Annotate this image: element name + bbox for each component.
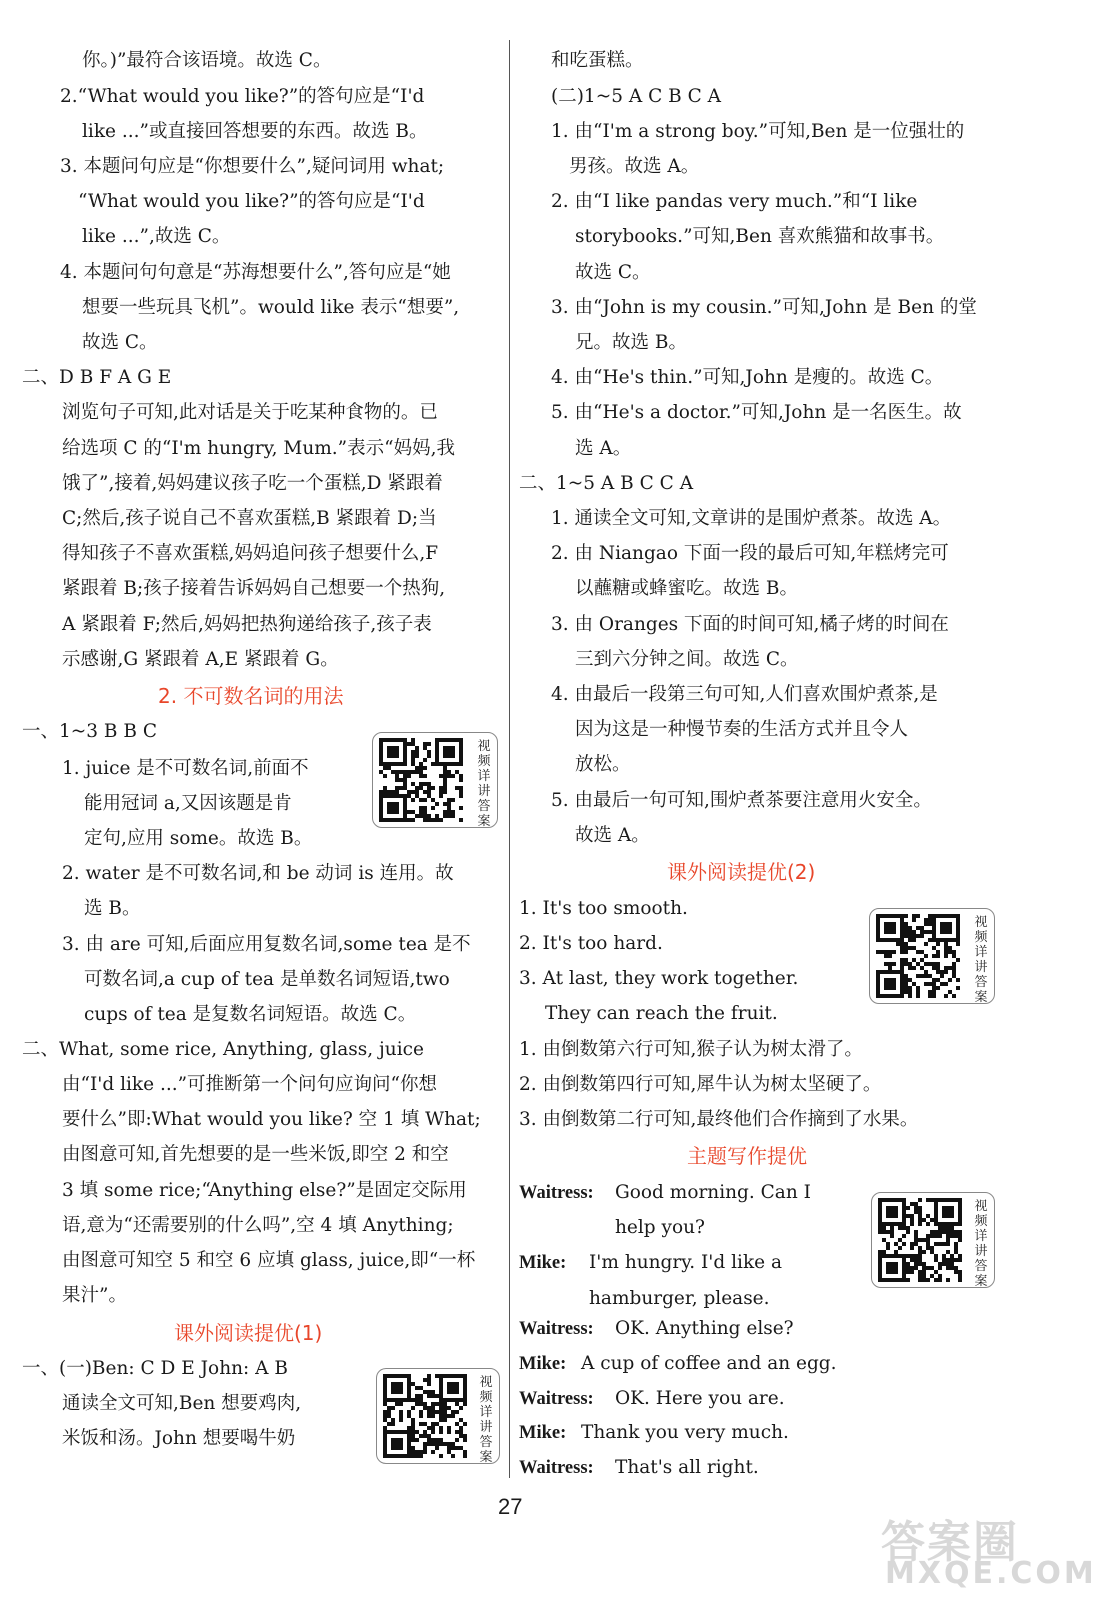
qr-label: 视频详讲答案 [974, 915, 988, 1005]
text-line: 以蘸糖或蜂蜜吃。故选 B。 [575, 578, 798, 599]
text-line: 米饭和汤。John 想要喝牛奶 [62, 1428, 296, 1449]
text-line: 2. 由倒数第四行可知,犀牛认为树太坚硬了。 [519, 1074, 882, 1095]
section-heading: 课外阅读提优(2) [667, 860, 816, 884]
text-line: 二、What, some rice, Anything, glass, juice [22, 1039, 424, 1060]
text-line: “What would you like?”的答句应是“I'd [78, 191, 425, 212]
text-line: 2. It's too hard. [519, 933, 663, 954]
qr-label: 视频详讲答案 [477, 739, 491, 829]
qr-code[interactable] [372, 732, 498, 828]
watermark-logo [871, 1506, 1097, 1592]
speaker-mike: Mike: [519, 1354, 567, 1374]
dialogue-line: Good morning. Can I [615, 1182, 811, 1203]
text-line: 一、(一)Ben: C D E John: A B [22, 1358, 288, 1379]
text-line: 可数名词,a cup of tea 是单数名词短语,two [84, 969, 450, 990]
text-line: C;然后,孩子说自己不喜欢蛋糕,B 紧跟着 D;当 [62, 508, 437, 529]
text-line: 5. 由“He's a doctor.”可知,John 是一名医生。故 [551, 402, 962, 423]
text-line: 1. It's too smooth. [519, 898, 688, 919]
text-line: 得知孩子不喜欢蛋糕,妈妈追问孩子想要什么,F [62, 543, 439, 564]
dialogue-line: Thank you very much. [581, 1422, 789, 1443]
dialogue-line: help you? [615, 1217, 705, 1238]
dialogue-line: That's all right. [615, 1457, 759, 1478]
text-line: 和吃蛋糕。 [551, 50, 644, 71]
section-heading: 主题写作提优 [687, 1144, 807, 1168]
qr-code-icon [876, 914, 970, 998]
text-line: 2. 由“I like pandas very much.”和“I like [551, 191, 918, 212]
text-line: A 紧跟着 F;然后,妈妈把热狗递给孩子,孩子表 [62, 614, 432, 635]
text-line: 由图意可知,首先想要的是一些米饭,即空 2 和空 [62, 1144, 449, 1165]
section-heading: 2. 不可数名词的用法 [158, 684, 344, 708]
text-line: 定句,应用 some。故选 B。 [84, 828, 313, 849]
text-line: 由图意可知空 5 和空 6 应填 glass, juice,即“一杯 [62, 1250, 476, 1271]
text-line: 果汁”。 [62, 1285, 127, 1306]
text-line: 3. 由“John is my cousin.”可知,John 是 Ben 的堂 [551, 297, 977, 318]
text-line: storybooks.”可知,Ben 喜欢熊猫和故事书。 [575, 226, 945, 247]
dialogue-line: OK. Anything else? [615, 1318, 794, 1339]
text-line: 3. At last, they work together. [519, 968, 799, 989]
text-line: 饿了”,接着,妈妈建议孩子吃一个蛋糕,D 紧跟着 [62, 473, 443, 494]
text-line: 放松。 [575, 754, 631, 775]
qr-code-icon [379, 738, 473, 822]
text-line: cups of tea 是复数名词短语。故选 C。 [84, 1004, 417, 1025]
speaker-mike: Mike: [519, 1423, 567, 1443]
text-line: 浏览句子可知,此对话是关于吃某种食物的。已 [62, 402, 438, 423]
text-line: 因为这是一种慢节奏的生活方式并且令人 [575, 719, 909, 740]
text-line: 3. 由 Oranges 下面的时间可知,橘子烤的时间在 [551, 614, 949, 635]
text-line: 紧跟着 B;孩子接着告诉妈妈自己想要一个热狗, [62, 578, 446, 599]
text-line: 想要一些玩具飞机”。would like 表示“想要”, [82, 297, 460, 318]
text-line: 2. water 是不可数名词,和 be 动词 is 连用。故 [62, 863, 454, 884]
text-line: 男孩。故选 A。 [569, 156, 700, 177]
text-line: 二、D B F A G E [22, 367, 172, 388]
text-line: (二)1~5 A C B C A [551, 86, 722, 107]
text-line: 要什么”即:What would you like? 空 1 填 What; [62, 1109, 481, 1130]
text-line: 2. 由 Niangao 下面一段的最后可知,年糕烤完可 [551, 543, 949, 564]
text-line: 3. 由 are 可知,后面应用复数名词,some tea 是不 [62, 934, 471, 955]
text-line: 5. 由最后一句可知,围炉煮茶要注意用火安全。 [551, 790, 932, 811]
text-line: 故选 A。 [575, 825, 650, 846]
speaker-waitress: Waitress: [519, 1183, 594, 1203]
text-line: 故选 C。 [575, 262, 651, 283]
dialogue-line: I'm hungry. I'd like a [589, 1252, 783, 1273]
page-number: 27 [498, 1494, 523, 1519]
speaker-waitress: Waitress: [519, 1458, 594, 1478]
qr-code[interactable] [376, 1368, 500, 1464]
section-heading: 课外阅读提优(1) [174, 1321, 323, 1345]
text-line: 2.“What would you like?”的答句应是“I'd [60, 86, 425, 107]
watermark-bottom: MXQE.COM [885, 1556, 1097, 1591]
qr-label: 视频详讲答案 [479, 1375, 493, 1465]
text-line: 语,意为“还需要别的什么吗”,空 4 填 Anything; [62, 1215, 454, 1236]
speaker-waitress: Waitress: [519, 1319, 594, 1339]
watermark-top: 答案圈 [881, 1517, 1019, 1568]
text-line: 1. juice 是不可数名词,前面不 [62, 758, 309, 779]
text-line: 4. 由最后一段第三句可知,人们喜欢围炉煮茶,是 [551, 684, 938, 705]
text-line: 3. 本题问句应是“你想要什么”,疑问词用 what; [60, 156, 445, 177]
text-line: 选 B。 [84, 898, 141, 919]
qr-code[interactable] [869, 908, 995, 1004]
dialogue-line: OK. Here you are. [615, 1388, 785, 1409]
speaker-mike: Mike: [519, 1253, 567, 1273]
speaker-waitress: Waitress: [519, 1389, 594, 1409]
text-line: 由“I'd like ...”可推断第一个问句应询问“你想 [62, 1074, 438, 1095]
qr-label: 视频详讲答案 [974, 1199, 988, 1289]
text-line: 兄。故选 B。 [575, 332, 687, 353]
text-line: like ...”,故选 C。 [82, 226, 231, 247]
text-line: 选 A。 [575, 438, 632, 459]
dialogue-line: hamburger, please. [589, 1288, 770, 1309]
text-line: They can reach the fruit. [545, 1003, 778, 1024]
text-line: like ...”或直接回答想要的东西。故选 B。 [82, 121, 428, 142]
text-line: 1. 由“I'm a strong boy.”可知,Ben 是一位强壮的 [551, 121, 965, 142]
qr-code-icon [878, 1198, 970, 1282]
text-line: 示感谢,G 紧跟着 A,E 紧跟着 G。 [62, 649, 339, 670]
column-divider [509, 40, 510, 1478]
text-line: 1. 通读全文可知,文章讲的是围炉煮茶。故选 A。 [551, 508, 952, 529]
text-line: 二、1~5 A B C C A [519, 473, 694, 494]
text-line: 通读全文可知,Ben 想要鸡肉, [62, 1393, 302, 1414]
text-line: 能用冠词 a,又因该题是肯 [84, 793, 292, 814]
text-line: 给选项 C 的“I'm hungry, Mum.”表示“妈妈,我 [62, 438, 455, 459]
text-line: 一、1~3 B B C [22, 721, 158, 742]
qr-code[interactable] [871, 1192, 995, 1288]
text-line: 4. 由“He's thin.”可知,John 是瘦的。故选 C。 [551, 367, 944, 388]
text-line: 1. 由倒数第六行可知,猴子认为树太滑了。 [519, 1039, 863, 1060]
text-line: 4. 本题问句句意是“苏海想要什么”,答句应是“她 [60, 262, 451, 283]
text-line: 3 填 some rice;“Anything else?”是固定交际用 [62, 1180, 467, 1201]
qr-code-icon [383, 1374, 475, 1458]
text-line: 故选 C。 [82, 332, 158, 353]
text-line: 你。)”最符合该语境。故选 C。 [82, 50, 332, 71]
dialogue-line: A cup of coffee and an egg. [581, 1353, 837, 1374]
text-line: 三到六分钟之间。故选 C。 [575, 649, 799, 670]
text-line: 3. 由倒数第二行可知,最终他们合作摘到了水果。 [519, 1109, 919, 1130]
